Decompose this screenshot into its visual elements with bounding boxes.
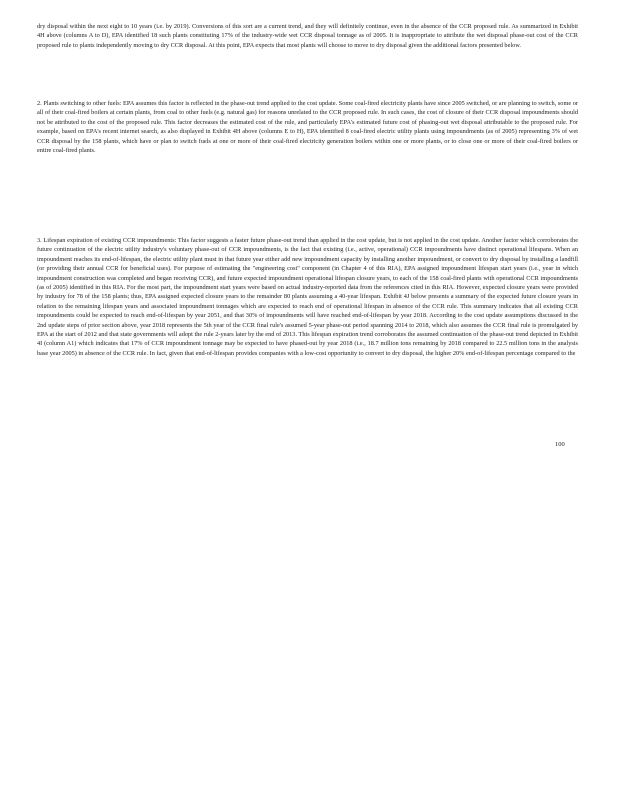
paragraph-fuel-switching: 2. Plants switching to other fuels: EPA assumes this factor is reflected in the phase-out trend applied to the cost update. Some coal-fired electricity plants have since 2005 switched, or are planning to switch, some or all of their coal-fired boilers at certain plants, from coal to other fuels (e.g. natural gas) for reasons unrelated to the CCR proposed rule. In such cases, the cost of closure of their CCR disposal impoundments should not be attributed to the cost of the proposed rule. This factor decreases the estimated cost of the rule, and particularly EPA's estimated future cost of phasing-out wet disposal attributable to the proposed rule. For example, based on EPA's recent internet search, as also displayed in Exhibit 4H above (columns E to H), EPA identified 8 coal-fired electric utility plants using impoundments (as of 2005) representing 3% of wet CCR disposal by the 158 plants, which have or plan to switch fuels at one or more of their coal-fired electricity generation boilers within one or more plants, or to close one or more of their coal-fired boilers or entire coal-fired plants. [37,100,578,155]
paragraph-lifespan-expiration: 3. Lifespan expiration of existing CCR impoundments: This factor suggests a faster future phase-out trend than applied in the cost update, but is not applied in the cost update. Another factor which corroborates the future continuation of the electric utility industry's voluntary phase-out of CCR impoundments, is the fact that existing (i.e., active, operational) CCR impoundments have distinct operational lifespans. When an impoundment reaches its end-of-lifespan, the electric utility plant must in that future year either add new impoundment capacity by installing another impoundment, or convert to dry disposal by installing a landfill (or providing their annual CCR for beneficial uses). For purpose of estimating the "engineering cost" component (in Chapter 4 of this RIA), EPA assigned impoundment lifespan start years (i.e., year in which impoundment construction was completed and began receiving CCR), and future expected impoundment operational lifespan closure years, to each of the 158 coal-fired plants with operational CCR impoundments (as of 2005) identified in this RIA. For the most part, the impoundment start years were based on actual industry-reported data from the references cited in this RIA. However, expected closure years were provided by industry for 78 of the 158 plants; thus, EPA assigned expected closure years to the remainder 80 plants assuming a 40-year lifespan. Exhibit 4J below presents a summary of the expected future closure years in relation to the remaining lifespan years and associated impoundment tonnages which are expected to reach end of operational lifespan in absence of the CCR rule. This summary indicates that all existing CCR impoundments could be expected to reach end-of-lifespan by year 2051, and that 30% of impoundments will have reached end-of-lifespan by year 2018. According to the cost update assumptions discussed in the 2nd update steps of prior section above, year 2018 represents the 5th year of the CCR final rule's assumed 5-year phase-out period spanning 2014 to 2018, which also assumes the CCR final rule is promulgated by EPA at the start of 2012 and that state governments will adopt the rule 2-years later by the end of 2013. This lifespan expiration trend corroborates the assumed continuation of the phase-out trend depicted in Exhibit 4I (column A1) which indicates that 17% of CCR impoundment tonnage may be expected to have phased-out by year 2018 (i.e., 18.7 million tons remaining by 2018 compared to 22.5 million tons in the analysis base year 2005) in absence of the CCR rule. In fact, given that end-of-lifespan provides companies with a low-cost opportunity to convert to dry disposal, the higher 20% end-of-lifespan percentage compared to the [37,237,578,357]
paragraph-dry-disposal-trend: dry disposal within the next eight to 10 years (i.e. by 2019). Conversions of this sort are a current trend, and they will definitely continue, even in the absence of the CCR proposed rule. As summarized in Exhibit 4H above (columns A to D), EPA identified 18 such plants constituting 17% of the industry-wide wet CCR disposal tonnage as of 2005. It is inappropriate to attribute the wet disposal phase-out cost of the CCR proposed rule to plants independently moving to dry CCR disposal. At this point, EPA expects that most plants will choose to move to dry disposal given the additional factors presented below. [37,23,578,49]
page-number: 100 [555,441,565,448]
